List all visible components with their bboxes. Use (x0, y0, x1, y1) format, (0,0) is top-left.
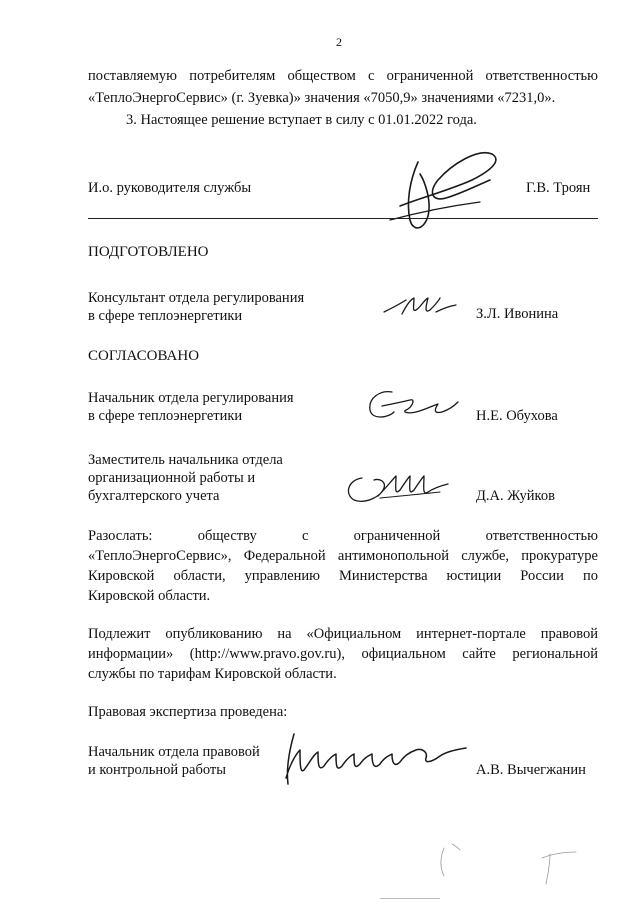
legal-title-line-1: Начальник отдела правовой (88, 744, 260, 760)
agreed-person2-title-line-2: организационной работы и (88, 470, 256, 486)
distribution-line-4: Кировской области. (88, 588, 211, 604)
agreed-person1-title-line-2: в сфере теплоэнергетики (88, 408, 243, 424)
intro-line-1: поставляемую потребителям обществом с ограниченной ответственностью (88, 68, 598, 84)
agreed-person1-signature (362, 384, 462, 424)
head-title: И.о. руководителя службы (88, 180, 252, 196)
legal-title-line-2: и контрольной работы (88, 762, 226, 778)
agreed-person1-title-line-1: Начальник отдела регулирования (88, 390, 294, 406)
intro-line-2: «ТеплоЭнергоСервис» (г. Зуевка)» значения «7050,9» значениями «7231,0». (88, 90, 556, 106)
page-number: 2 (336, 35, 342, 49)
agreed-person2-signature (340, 468, 460, 508)
head-name: Г.В. Троян (526, 180, 591, 196)
prepared-title-line-1: Консультант отдела регулирования (88, 290, 305, 306)
head-signature (380, 140, 510, 240)
prepared-name: З.Л. Ивонина (476, 306, 559, 322)
distribution-line-1: Разослать: обществу с ограниченной ответственностью (88, 528, 598, 544)
distribution-line-3: Кировской области, управлению Министерства юстиции России по (88, 568, 598, 584)
legal-note: Правовая экспертиза проведена: (88, 704, 288, 720)
agreed-person2-name: Д.А. Жуйков (476, 488, 555, 504)
agreed-person1-name: Н.Е. Обухова (476, 408, 558, 424)
publication-line-2: информации» (http://www.pravo.gov.ru), официальном сайте региональной (88, 646, 598, 662)
agreed-heading: СОГЛАСОВАНО (88, 348, 200, 364)
separator-line (88, 218, 598, 219)
scan-artifact-line (380, 898, 440, 899)
legal-signature (276, 728, 476, 790)
publication-line-3: службы по тарифам Кировской области. (88, 666, 337, 682)
distribution-line-2: «ТеплоЭнергоСервис», Федеральной антимонопольной службе, прокуратуре (88, 548, 598, 564)
agreed-person2-title-line-1: Заместитель начальника отдела (88, 452, 283, 468)
prepared-title-line-2: в сфере теплоэнергетики (88, 308, 243, 324)
legal-name: А.В. Вычегжанин (476, 762, 586, 778)
intro-item-3: 3. Настоящее решение вступает в силу с 01.01.2022 года. (126, 112, 477, 128)
publication-line-1: Подлежит опубликованию на «Официальном интернет-портале правовой (88, 626, 598, 642)
prepared-signature (380, 290, 460, 326)
prepared-heading: ПОДГОТОВЛЕНО (88, 244, 209, 260)
scan-marks (430, 840, 590, 890)
agreed-person2-title-line-3: бухгалтерского учета (88, 488, 220, 504)
